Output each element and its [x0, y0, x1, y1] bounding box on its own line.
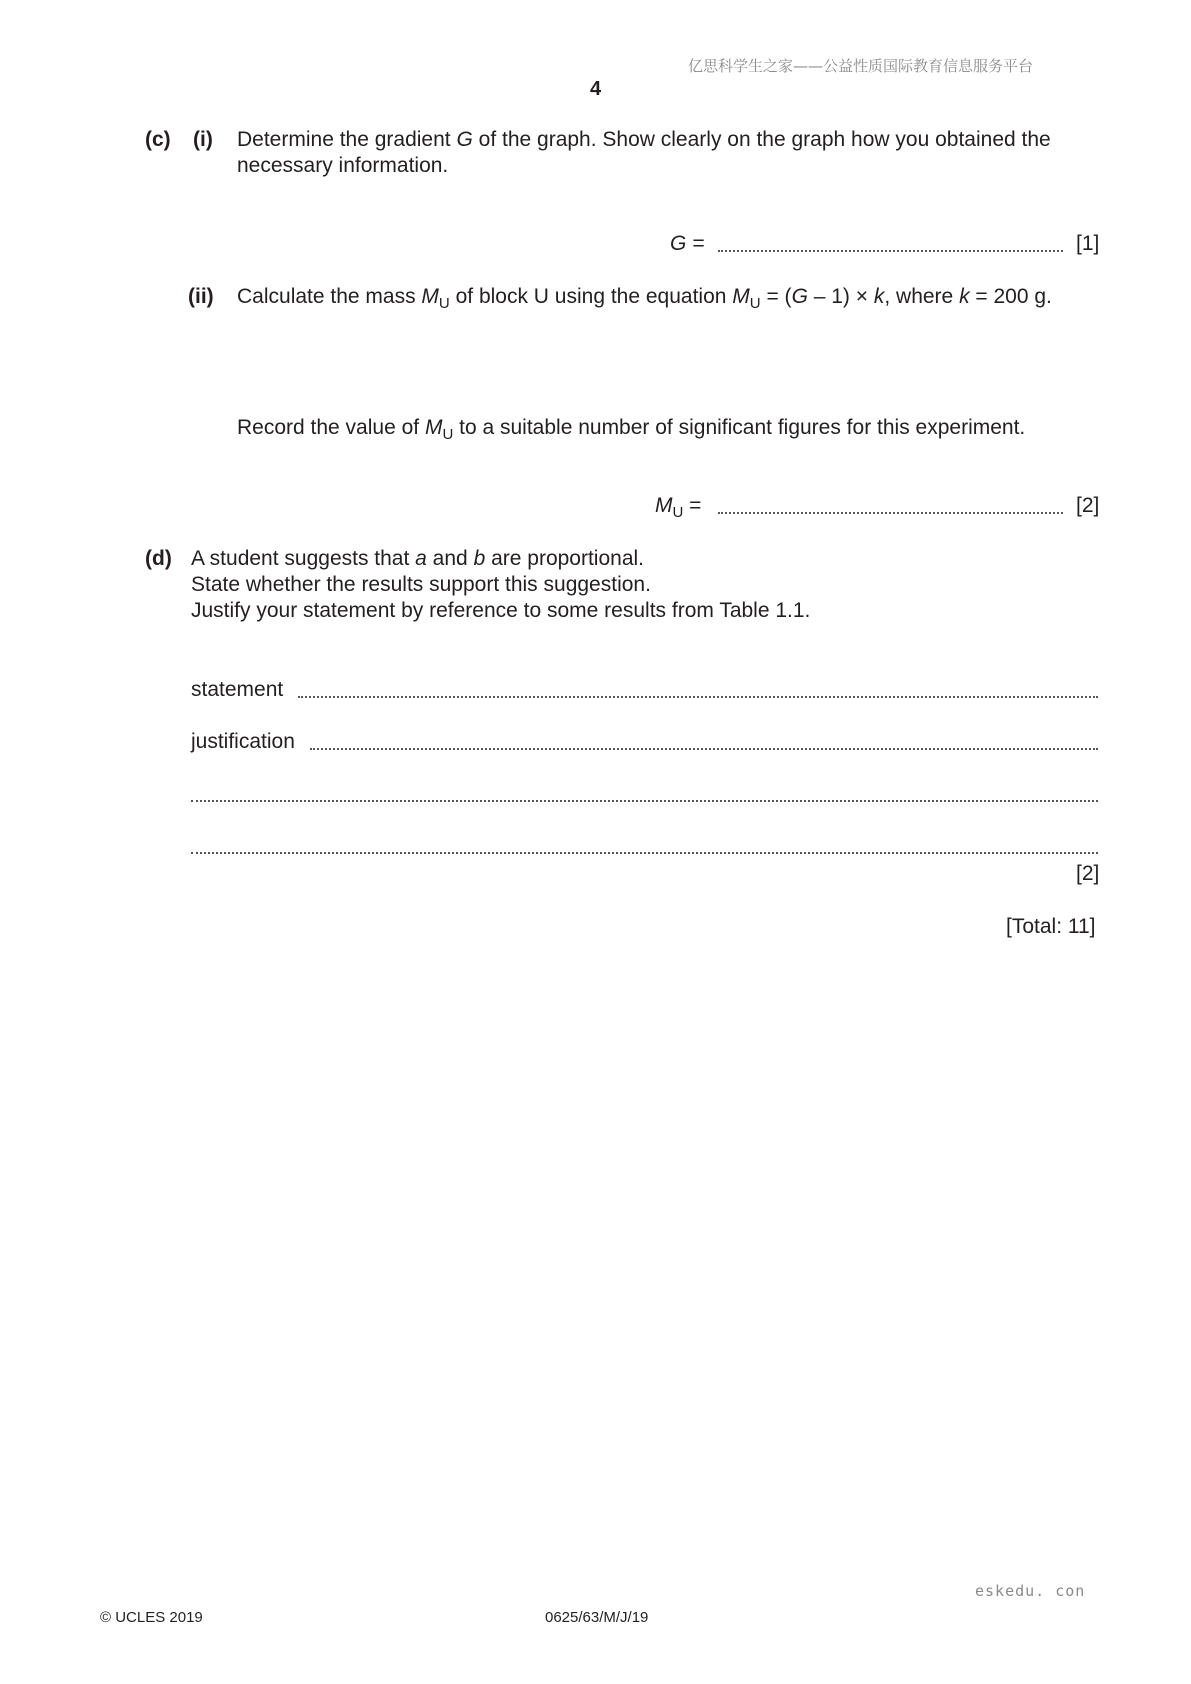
part-c-i-question — [237, 128, 1051, 152]
c-ii-var-m-2: M — [732, 285, 750, 308]
d-line1-mid: and — [426, 547, 474, 570]
c-ii-t4: – 1) × — [807, 285, 874, 308]
c-ii-answer-eq: = — [683, 494, 702, 517]
part-d-line3: Justify your statement by reference to some results from Table 1.1. — [191, 599, 811, 622]
c-ii-answer-sub-u: U — [672, 504, 684, 521]
c-ii-record-sub-u: U — [442, 426, 454, 443]
c-ii-t3: = ( — [760, 285, 792, 308]
c-ii-t2: of block U using the equation — [449, 285, 733, 308]
total-marks: [Total: 11] — [1006, 915, 1096, 938]
part-d-line2: State whether the results support this suggestion. — [191, 573, 651, 596]
c-ii-record-instruction — [237, 416, 1026, 443]
justification-answer-line-1[interactable] — [310, 748, 1098, 750]
c-ii-var-g: G — [791, 285, 808, 308]
justification-label: justification — [191, 730, 295, 753]
c-ii-record-post: to a suitable number of significant figures for this experiment. — [453, 416, 1026, 439]
header-watermark: 亿思科学生之家——公益性质国际教育信息服务平台 — [688, 57, 1034, 75]
part-d-line1 — [191, 547, 644, 571]
c-i-var-g: G — [456, 128, 473, 151]
footer-code: 0625/63/M/J/19 — [545, 1609, 649, 1626]
c-i-answer-label — [670, 232, 704, 256]
part-c-ii-question — [237, 285, 1052, 312]
c-ii-t1: Calculate the mass — [237, 285, 422, 308]
c-ii-sub-u-2: U — [749, 295, 761, 312]
c-ii-t6: = 200 g. — [969, 285, 1052, 308]
d-var-a: a — [415, 547, 427, 570]
part-c-i-label: (i) — [193, 128, 213, 151]
c-ii-answer-var-m: M — [655, 494, 673, 517]
d-line1-post: are proportional. — [485, 547, 645, 570]
c-i-answer-var: G = — [670, 232, 705, 255]
part-c-label: (c) — [145, 128, 171, 151]
justification-answer-line-2[interactable] — [191, 800, 1098, 802]
c-ii-marks: [2] — [1076, 494, 1100, 517]
c-i-answer-line[interactable] — [718, 250, 1063, 252]
d-var-b: b — [473, 547, 486, 570]
d-line1-pre: A student suggests that — [191, 547, 416, 570]
c-ii-var-m: M — [421, 285, 439, 308]
c-ii-record-pre: Record the value of — [237, 416, 425, 439]
justification-answer-line-3[interactable] — [191, 852, 1098, 854]
c-ii-answer-label — [655, 494, 702, 521]
c-ii-sub-u: U — [438, 295, 450, 312]
part-c-i-question-line2: necessary information. — [237, 154, 449, 177]
c-i-text-post: of the graph. Show clearly on the graph how you obtained the — [472, 128, 1051, 151]
c-ii-record-var-m: M — [424, 416, 443, 439]
c-ii-var-k: k — [873, 285, 885, 308]
c-ii-var-k-2: k — [959, 285, 970, 308]
c-i-marks: [1] — [1076, 232, 1100, 255]
c-ii-t5: , where — [884, 285, 960, 308]
footer-site: eskedu. con — [975, 1582, 1086, 1600]
page-number: 4 — [590, 78, 602, 100]
c-ii-answer-line[interactable] — [718, 512, 1063, 514]
footer-copyright: © UCLES 2019 — [100, 1609, 203, 1626]
c-i-text-pre: Determine the gradient — [237, 128, 457, 151]
statement-answer-line[interactable] — [298, 696, 1098, 698]
part-d-label: (d) — [145, 547, 172, 570]
d-marks: [2] — [1076, 862, 1100, 885]
part-c-ii-label: (ii) — [188, 285, 214, 308]
statement-label: statement — [191, 678, 284, 701]
